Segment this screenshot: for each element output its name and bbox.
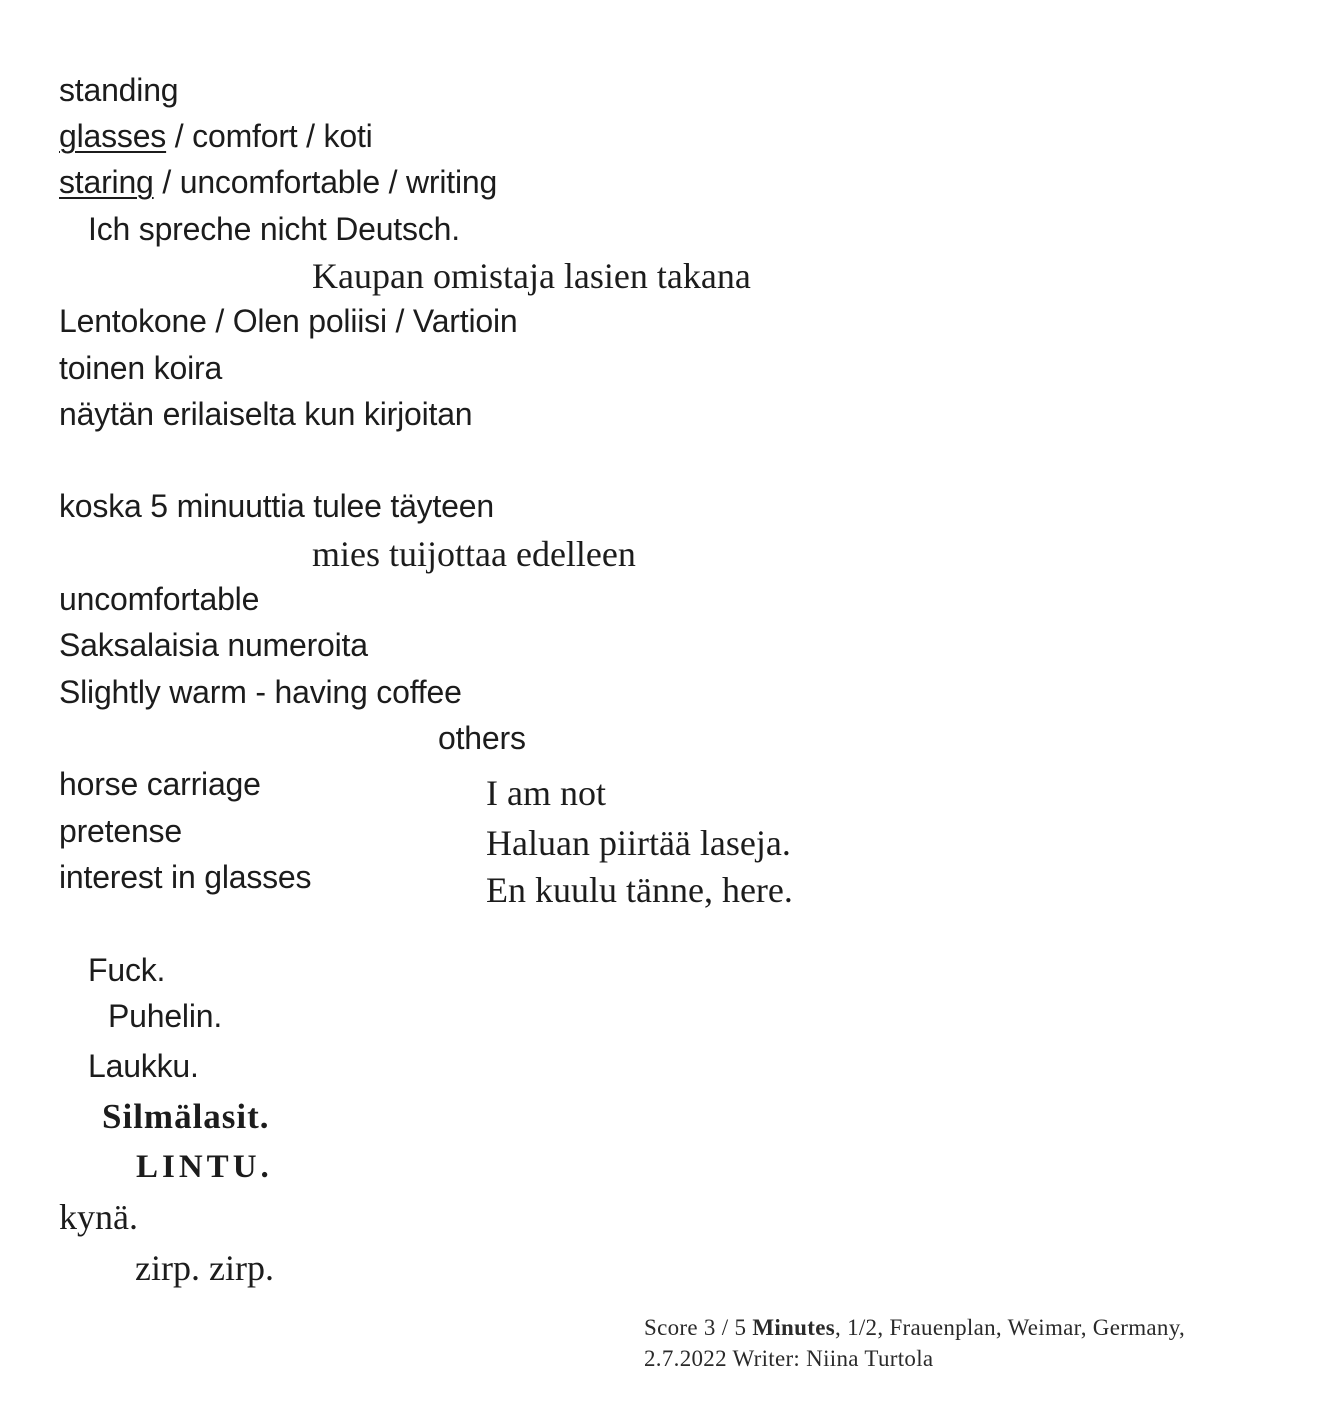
poem-line-others: others bbox=[438, 720, 526, 756]
poem-line-pretense: pretense bbox=[59, 813, 182, 849]
poem-line-lintu: LINTU. bbox=[136, 1149, 273, 1185]
poem-line-deutsch: Ich spreche nicht Deutsch. bbox=[88, 211, 460, 247]
poem-line-naytan: näytän erilaiselta kun kirjoitan bbox=[59, 396, 473, 432]
poem-line-numeroita: Saksalaisia numeroita bbox=[59, 627, 368, 663]
poem-right-haluan: Haluan piirtää laseja. bbox=[486, 823, 791, 863]
poem-line-mies: mies tuijottaa edelleen bbox=[312, 534, 636, 574]
score-caption bbox=[644, 1312, 1284, 1374]
underlined-word-staring: staring bbox=[59, 164, 154, 200]
poem-line-uncomfortable: uncomfortable bbox=[59, 581, 260, 617]
poem-line-interest: interest in glasses bbox=[59, 859, 312, 895]
caption-title: Minutes bbox=[752, 1315, 835, 1340]
poem-line-kaupan: Kaupan omistaja lasien takana bbox=[312, 256, 751, 296]
poem-right-kuulu: En kuulu tänne, here. bbox=[486, 870, 793, 910]
poem-line-laukku: Laukku. bbox=[88, 1048, 199, 1084]
poem-line-fuck: Fuck. bbox=[88, 952, 166, 988]
poem-line-kyna: kynä. bbox=[59, 1197, 138, 1237]
poem-line-koira: toinen koira bbox=[59, 350, 223, 386]
poem-line-koska: koska 5 minuuttia tulee täyteen bbox=[59, 488, 494, 524]
poem-line-glasses bbox=[59, 120, 373, 152]
caption-line-1 bbox=[644, 1312, 1284, 1343]
poem-line-coffee: Slightly warm - having coffee bbox=[59, 674, 462, 710]
caption-line-2: 2.7.2022 Writer: Niina Turtola bbox=[644, 1346, 934, 1371]
poem-line-horse: horse carriage bbox=[59, 766, 261, 802]
poem-line-standing: standing bbox=[59, 72, 179, 108]
poem-line-zirp: zirp. zirp. bbox=[135, 1248, 274, 1288]
caption-suffix: , 1/2, Frauenplan, Weimar, Germany, bbox=[834, 1315, 1186, 1340]
poem-line-lentokone: Lentokone / Olen poliisi / Vartioin bbox=[59, 303, 518, 339]
underlined-word-glasses: glasses bbox=[59, 118, 167, 154]
poem-line-puhelin: Puhelin. bbox=[108, 998, 223, 1034]
poem-line-glasses-rest: / comfort / koti bbox=[166, 118, 373, 154]
poem-right-iamnot: I am not bbox=[486, 773, 606, 813]
poem-line-silmalasit: Silmälasit. bbox=[102, 1097, 270, 1136]
poem-line-staring-rest: / uncomfortable / writing bbox=[153, 164, 498, 200]
caption-prefix: Score 3 / 5 bbox=[644, 1315, 753, 1340]
poem-line-staring bbox=[59, 166, 497, 198]
